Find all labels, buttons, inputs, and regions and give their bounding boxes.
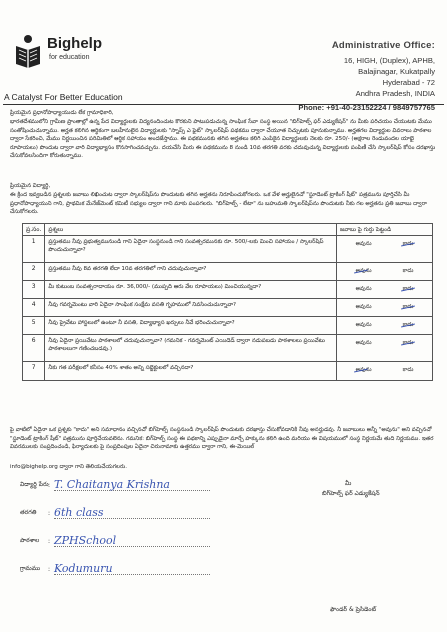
question-text: మీ కుటుంబ సంవత్సరాదాయం రూ. 36,000/- (ముప్పది ఆరు వేల రూపాయలు) మించియున్నదా? (45, 281, 337, 299)
answer-cell[interactable] (337, 335, 433, 362)
yes-option[interactable]: అవును (355, 366, 372, 373)
school-field[interactable]: పాఠశాల : ZPHSchool (20, 528, 210, 548)
no-option[interactable]: కాదు (402, 366, 414, 373)
table-row (23, 281, 433, 299)
book-figure-icon (13, 34, 43, 68)
address-line: Andhra Pradesh, INDIA (355, 89, 435, 98)
student-salutation: ప్రియమైన విద్యార్థి, (10, 183, 51, 189)
row-number: 4 (23, 299, 45, 317)
brand-subtitle: for education (49, 54, 90, 61)
table-row (23, 263, 433, 281)
address-line: 16, HIGH, (Duplex), APHB, (343, 56, 435, 65)
row-number: 7 (23, 362, 45, 381)
office-title: Administrative Office: (331, 40, 435, 51)
village-label: గ్రామము (20, 565, 41, 572)
no-option[interactable]: కాదు (402, 339, 414, 346)
address-line: Balajinagar, Kukatpally (358, 67, 435, 76)
table-row (23, 236, 433, 263)
yes-option[interactable]: అవును (355, 339, 372, 346)
yes-option[interactable]: అవును (355, 267, 372, 274)
tagline: A Catalyst For Better Education (4, 92, 123, 102)
no-option[interactable]: కాదు (402, 285, 414, 292)
closing-title: ఫౌండర్ & ప్రెసిడెంట్ (330, 606, 377, 613)
table-row (23, 335, 433, 362)
question-text: ప్రస్తుతము నీవు 8వ తరగతి లేదా 10వ తరగతిలో గాని చదువుచున్నావా? (45, 263, 337, 281)
brand-name: Bighelp (47, 35, 102, 52)
row-number: 3 (23, 281, 45, 299)
question-text: నీకు గత పరీక్షలలో కనీసం 40% శాతం అన్ని సబ్జెక్టులలో వచ్చినదా? (45, 362, 337, 381)
no-option[interactable]: కాదు (402, 303, 414, 310)
instruction-paragraph: ఈ క్రింద ఇవ్వబడిన ప్రశ్నలకు జవాబు లిఖించుట ద్వారా స్కాలర్‌షిప్‌ను పొందుటకు తగిన అర్హతను నిరూపించుకోగలరు. ఒక వేళ అర్హులైనచో "స్టూడెంట్ ట్రాకింగ్ షీట్" పత్రమును పూర్తిచేసి మీ ప్రధానోపాధ్యాయుని గాని, ప్రాథమిక మేనేజ్‌మెంట్ కమిటీ సభ్యుల ద్వారా గాని మాకు పంపగలరు. "బిగ్‌హెల్ప్ - లేటా" ను బహుమతి స్కాలర్‌షిప్‌ను పొందుటకు నీకు గల అర్హతను ప్రతి జవాబు ద్వారా చేసుకోగలరు. (10, 192, 427, 216)
answer-cell[interactable] (337, 281, 433, 299)
question-text: నీవు ఏదైనా ప్రయివేటు పాఠశాలలో చదువుచున్నావా? (గమనిక - గవర్నమెంట్ ఎయిడెడ్ ద్వారా నడుపబడు పాఠశాలలు ప్రయివేటు పాఠశాలలుగా గణించబడవు.) (45, 335, 337, 362)
row-number: 1 (23, 236, 45, 263)
village-field[interactable]: గ్రామము : Kodumuru (20, 556, 210, 576)
school-label: పాఠశాల (20, 537, 40, 544)
row-number: 2 (23, 263, 45, 281)
answer-cell[interactable] (337, 317, 433, 335)
question-text: నీవు గవర్నమెంటు వారి ఏదైనా సాంఘిక సంక్షేమ వసతి గృహములో నివసించుచున్నావా? (45, 299, 337, 317)
answer-cell[interactable] (337, 236, 433, 263)
header-questions: ప్రశ్నలు (45, 224, 337, 236)
intro-paragraph: భారతదేశములోని గ్రామీణ ప్రాంతాల్లో ఉన్న పేద విద్యార్థులకు విద్యనందించుట కొరకుని పాటుపడుచున్న సాంఘిక సేవా సంస్థ అయిన "బిగ్‌హెల్ప్ ఫర్ ఎడ్యుకేషన్" ను మీకు పరిచయం చేయుటకు మేము సంతోషించుచున్నాము. అర్హత కలిగిన ఆర్థికంగా బలహీనులైన విద్యార్థులకు "స్నాప్స్ ఎ ఫైట్" స్కాలర్‌షిప్ పథకము ద్వారా చేయూత నిచ్చుటకు పూనుకున్నాము. అర్హతగల విద్యార్థుల వివరాలు పాఠశాల ద్వారా సేకరించి, మేము నిర్ణయించిన పరిమితిలో ఆర్థిక సహాయం అందజేస్తాము. ఈ పథకమునకు తగిన అర్హతలు కలిగి ఎంపికైన విద్యార్థులకు నెలకు రూ. 250/- (అక్షరాల రెండువందల యాభై రూపాయలు) పొందుట ద్వారా వారి విద్యాభ్యాసం కొనసాగించవచ్చును. దయచేసి మీరు ఈ పథకమును 8 నుండి 10వ తరగతి వరకు చదువుచున్న విద్యార్థులకు పంపిణీ చేసి స్కాలర్‌షిప్ కోసం దరఖాస్తు చేసుకోవలసిందిగా కోరుతున్నాము. (10, 119, 436, 160)
no-option[interactable]: కాదు (402, 321, 414, 328)
no-option[interactable]: కాదు (402, 240, 414, 247)
eligibility-table (22, 223, 433, 381)
village-value[interactable]: Kodumuru (54, 562, 113, 575)
office-phone: Phone: +91-40-23152224 / 9849757765 (298, 103, 435, 112)
salutation: ప్రియమైన ప్రధానోపాధ్యాయుడు లేక గ్రామాధికారి, (10, 110, 114, 116)
yes-option[interactable]: అవును (355, 285, 372, 292)
notes-paragraph: పై వాటిలో ఏదైనా ఒక ప్రశ్నకు "కాదు" అని సమాధానం వచ్చినచో బిగ్‌హెల్ప్ సంస్థనుండి స్కాలర్‌షిప్ పొందుటకు దరఖాస్తు చేసుకోవడానికి నీవు అనర్హుడవు. నీ జవాబులు అన్నీ "అవును" అని వచ్చినచో "స్టూడెంట్ ట్రాకింగ్ షీట్" పత్రమును పూర్తిచేయవలెను. గమనిక: బిగ్‌హెల్ప్ సంస్థ ఈ పథకాన్ని ఎప్పుడైనా మార్చే హక్కును కలిగి ఉంది మరియు ఈ విషయములో సంస్థ నిర్ణయమే తుది నిర్ణయము. ఇతర వివరములకు సంప్రదించండి, ఫిర్యాదులకు పై సంప్రదింపుల ఏదైనా చిరునామాకు ఉత్తరము ద్వారా గాని, ఈ-మెయిల్ (10, 427, 434, 451)
question-text: ప్రస్తుతము నీవు ప్రభుత్వమునుండి గాని ఏదైనా సంస్థనుండి గాని సంవత్సరమునకు రూ. 500/-లకు మించి సహాయం / స్కాలర్‌షిప్ పొందుచున్నావా? (45, 236, 337, 263)
header-number: ప్ర.సం. (23, 224, 45, 236)
answer-cell[interactable] (337, 362, 433, 381)
address-line: Hyderabad - 72 (382, 78, 435, 87)
no-option[interactable]: కాదు (402, 267, 414, 274)
contact-email-line: info@bighelp.org ద్వారా గాని తెలియచేయగలరు. (10, 464, 127, 470)
office-address (265, 40, 435, 113)
header-divider (3, 104, 444, 105)
table-row (23, 362, 433, 381)
closing-org: బిగ్‌హెల్ప్ ఫర్ ఎడ్యుకేషన్ (322, 490, 380, 497)
closing-yours: మీ (345, 480, 352, 487)
student-name-value[interactable]: T. Chaitanya Krishna (54, 478, 170, 491)
yes-option[interactable]: అవును (355, 321, 372, 328)
class-label: తరగతి (20, 509, 37, 516)
question-text: నీవు ప్రైవేటు హాస్టలులో ఉంటూ నీ వసతి, విద్యాభ్యాస ఖర్చులు నీవే భరించుచున్నావా? (45, 317, 337, 335)
row-number: 6 (23, 335, 45, 362)
table-header-row (23, 224, 433, 236)
answer-cell[interactable] (337, 263, 433, 281)
yes-option[interactable]: అవును (355, 303, 372, 310)
class-field[interactable]: తరగతి : 6th class (20, 500, 210, 520)
row-number: 5 (23, 317, 45, 335)
student-name-label: విద్యార్థి పేరు (20, 481, 49, 488)
header-answer: జవాబు పై గుర్తు పెట్టండి (337, 224, 433, 236)
student-name-field[interactable]: విద్యార్థి పేరు : T. Chaitanya Krishna (20, 472, 210, 492)
table-row (23, 299, 433, 317)
class-value[interactable]: 6th class (54, 506, 104, 519)
school-value[interactable]: ZPHSchool (54, 534, 117, 547)
yes-option[interactable]: అవును (355, 240, 372, 247)
table-row (23, 317, 433, 335)
answer-cell[interactable] (337, 299, 433, 317)
